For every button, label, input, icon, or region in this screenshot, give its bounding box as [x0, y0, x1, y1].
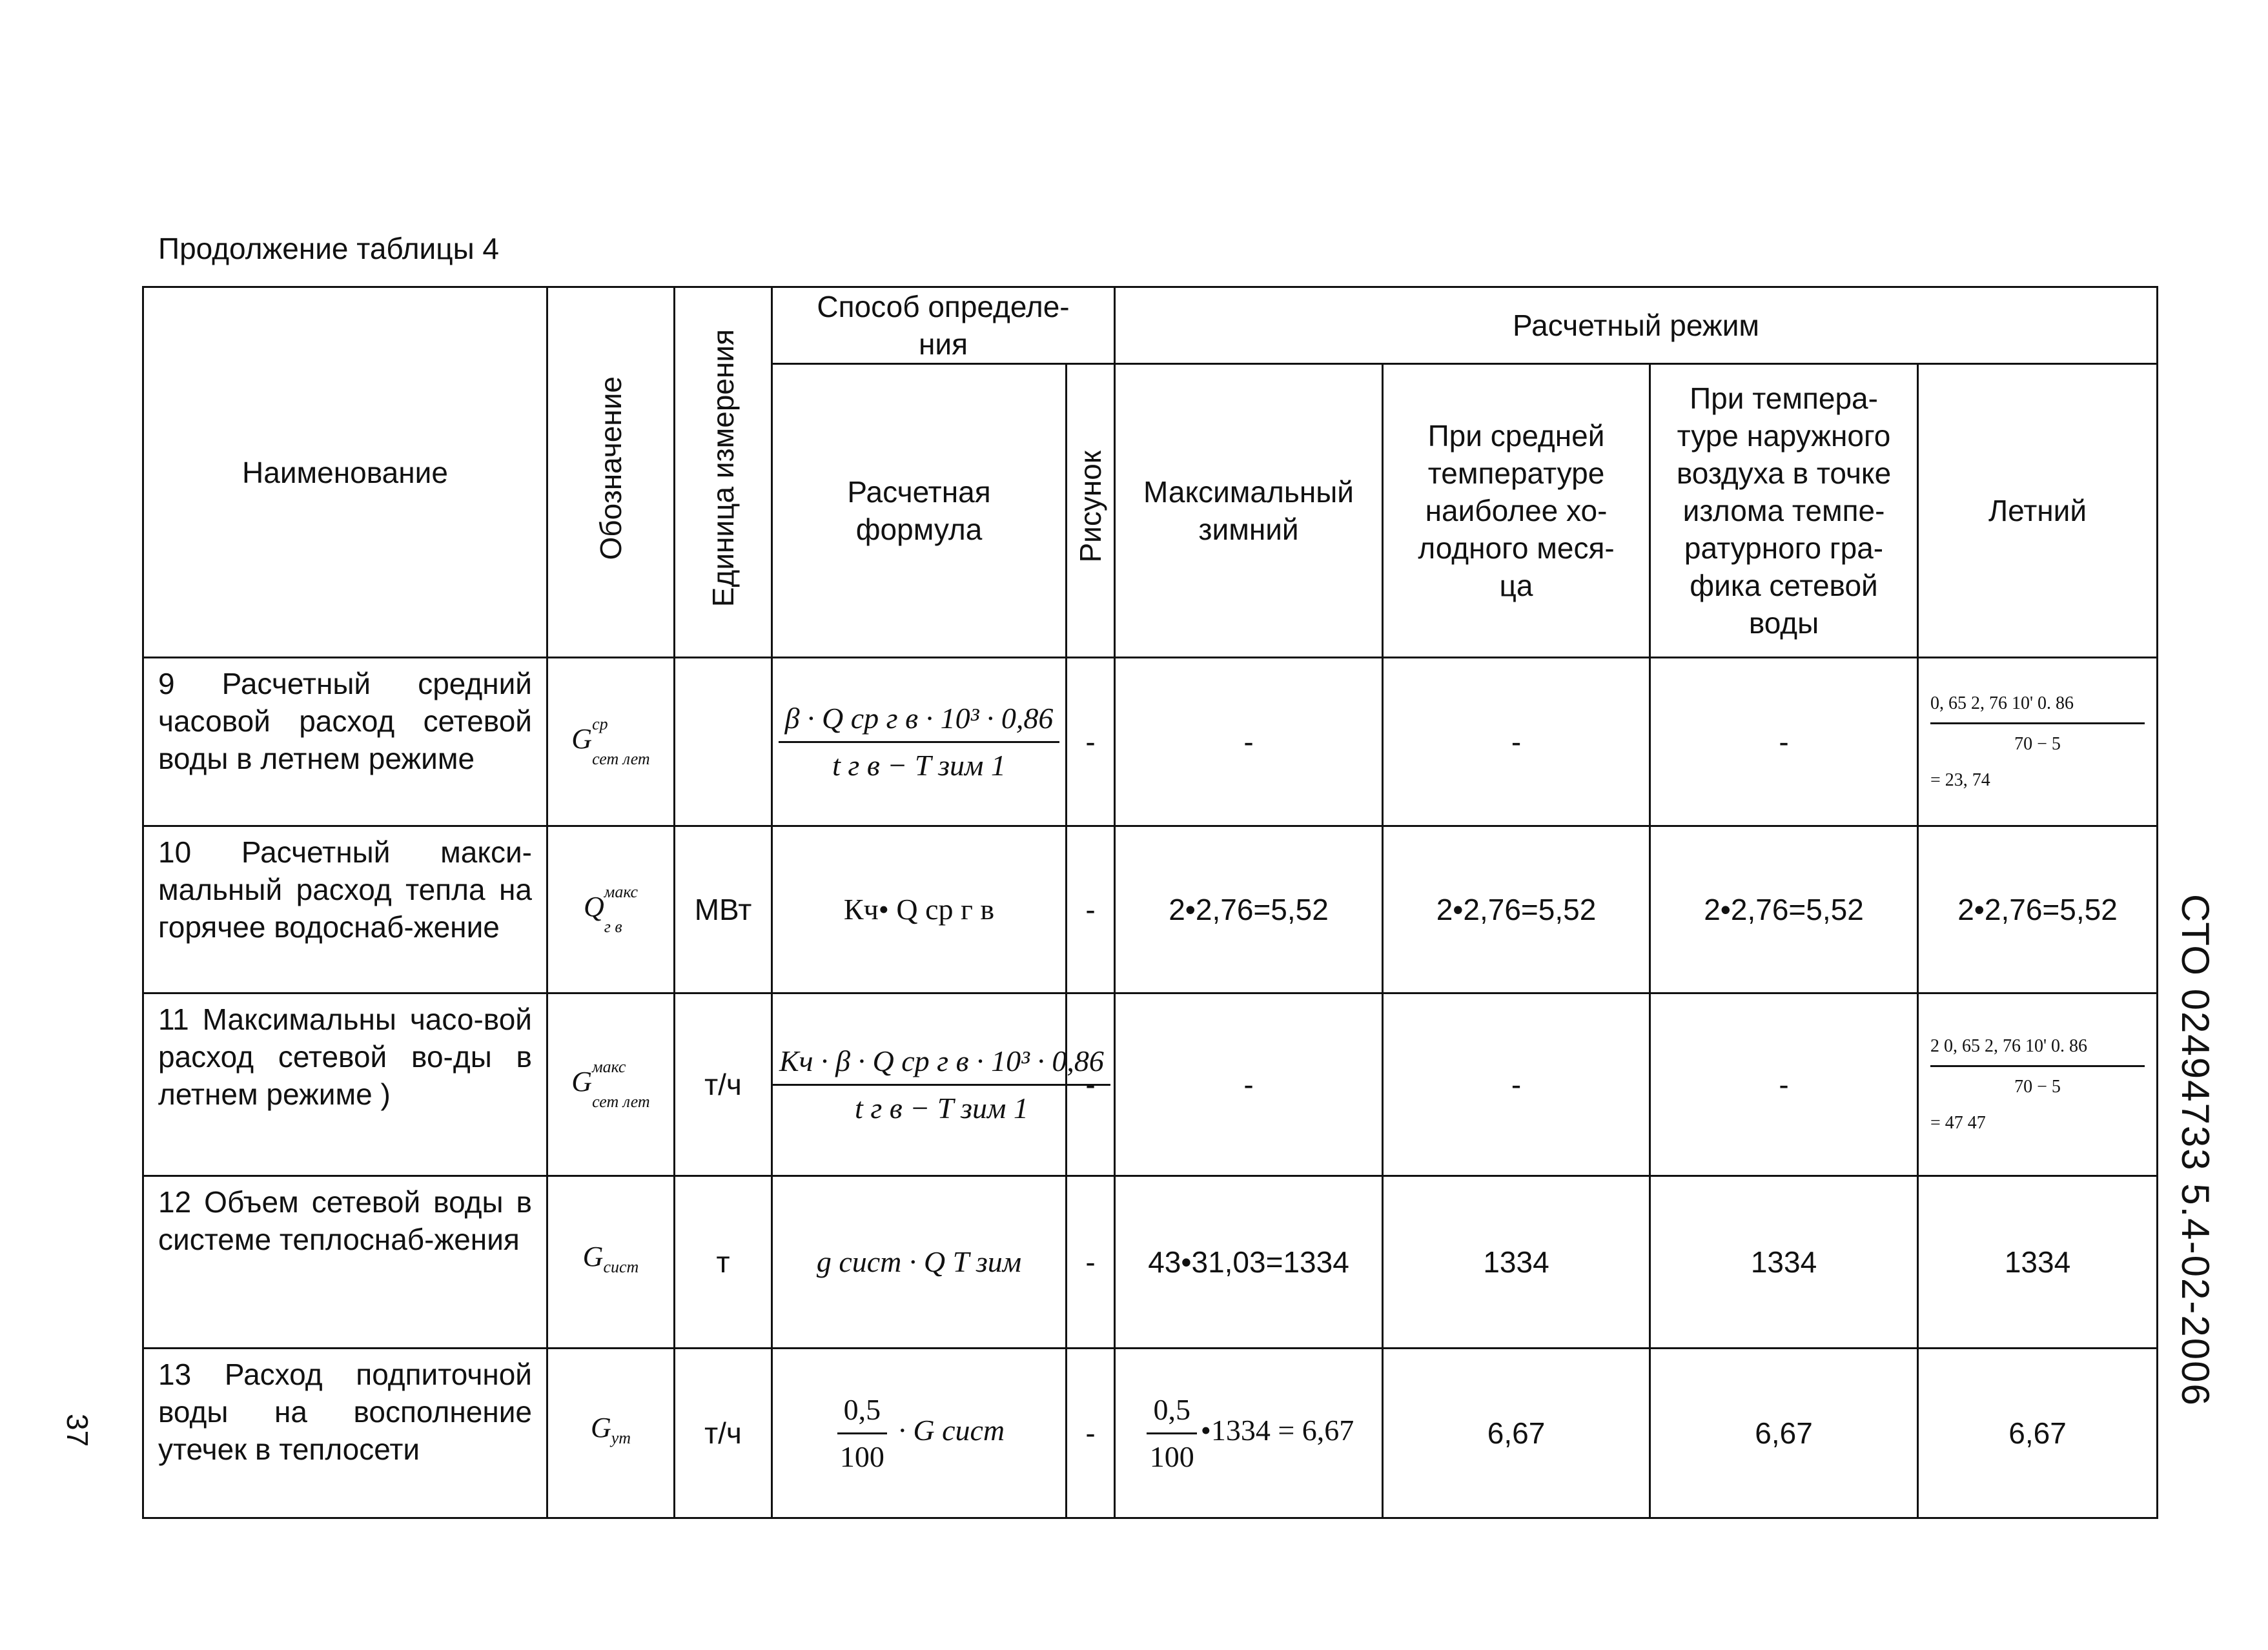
row-figure: -	[1067, 993, 1115, 1176]
row-summer: 2•2,76=5,52	[1918, 826, 2158, 993]
row-symbol: $G_{ут}$	[547, 1349, 675, 1518]
header-name: Наименование	[143, 287, 547, 658]
row-figure: -	[1067, 1176, 1115, 1349]
row-unit: т/ч	[675, 993, 772, 1176]
row-unit: т/ч	[675, 1349, 772, 1518]
row-name: 9 Расчетный средний часовой расход сетевой воды в летнем режиме	[143, 658, 547, 826]
row-break-point: -	[1650, 993, 1918, 1176]
document-code: СТО 02494733 5.4-02-2006	[2174, 894, 2217, 1407]
row-summer: 0, 65 2, 76 10' 0. 86 70 − 5 = 23, 74	[1918, 658, 2158, 826]
row-figure: -	[1067, 826, 1115, 993]
header-unit: Единица измерения	[675, 287, 772, 658]
table-row	[143, 658, 2158, 826]
header-avg-coldest: При средней температуре наиболее хо-лодного меся-ца	[1383, 364, 1650, 658]
row-name: 12 Объем сетевой воды в системе теплоснаб-жения	[143, 1176, 547, 1349]
row-break-point: 1334	[1650, 1176, 1918, 1349]
table-row	[143, 1176, 2158, 1349]
page-number: 37	[61, 1414, 94, 1447]
header-mode-group: Расчетный режим	[1115, 287, 2158, 364]
row-unit: т	[675, 1176, 772, 1349]
row-summer: 2 0, 65 2, 76 10' 0. 86 70 − 5 = 47 47	[1918, 993, 2158, 1176]
row-formula: Кч• Q ср г в	[772, 826, 1067, 993]
table-row	[143, 993, 2158, 1176]
row-name: 10 Расчетный макси-мальный расход тепла на горячее водоснаб-жение	[143, 826, 547, 993]
row-avg-coldest: 2•2,76=5,52	[1383, 826, 1650, 993]
header-designation: Обозначение	[547, 287, 675, 658]
row-max-winter: 43•31,03=1334	[1115, 1176, 1383, 1349]
table-row	[143, 1349, 2158, 1518]
row-max-winter: -	[1115, 658, 1383, 826]
row-unit	[675, 658, 772, 826]
header-formula: Расчетная формула	[772, 364, 1067, 658]
row-max-winter: -	[1115, 993, 1383, 1176]
row-break-point: 6,67	[1650, 1349, 1918, 1518]
row-avg-coldest: 1334	[1383, 1176, 1650, 1349]
header-figure: Рисунок	[1067, 364, 1115, 658]
row-max-winter: $\frac{0,5}{100}$ •1334 = 6,67	[1115, 1349, 1383, 1518]
row-formula: $\frac{\text{β · Q ср г в · 10³ · 0,86}}{\text{t г в − T зим 1}}$	[772, 658, 1067, 826]
row-formula: g сист · Q T зим	[772, 1176, 1067, 1349]
row-avg-coldest: -	[1383, 658, 1650, 826]
row-unit: МВт	[675, 826, 772, 993]
row-name: 11 Максимальны часо-вой расход сетевой во-ды в летнем режиме )	[143, 993, 547, 1176]
row-summer: 1334	[1918, 1176, 2158, 1349]
header-method-group: Способ определе-ния	[772, 287, 1115, 364]
table-caption: Продолжение таблицы 4	[158, 232, 500, 265]
row-figure: -	[1067, 658, 1115, 826]
row-avg-coldest: -	[1383, 993, 1650, 1176]
row-symbol: $Q^{макс}$ $_{г в}$	[547, 826, 675, 993]
row-symbol: $G_{сист}$	[547, 1176, 675, 1349]
row-summer: 6,67	[1918, 1349, 2158, 1518]
table-row	[143, 826, 2158, 993]
row-avg-coldest: 6,67	[1383, 1349, 1650, 1518]
row-formula: $\frac{0,5}{100}$ · G сист	[772, 1349, 1067, 1518]
row-break-point: 2•2,76=5,52	[1650, 826, 1918, 993]
calculation-table	[142, 286, 2158, 1519]
row-figure: -	[1067, 1349, 1115, 1518]
header-max-winter: Максимальный зимний	[1115, 364, 1383, 658]
row-symbol: $G^{ср}$ $_{сет лет}$	[547, 658, 675, 826]
row-symbol: $G^{макс}$ $_{сет лет}$	[547, 993, 675, 1176]
header-summer: Летний	[1918, 364, 2158, 658]
header-row-1	[143, 287, 2158, 364]
row-formula: $\frac{\text{Kч · β · Q ср г в · 10³ · 0,86}}{\text{t г в − T зим 1}}$	[772, 993, 1067, 1176]
row-break-point: -	[1650, 658, 1918, 826]
row-max-winter: 2•2,76=5,52	[1115, 826, 1383, 993]
row-name: 13 Расход подпиточной воды на восполнение утечек в теплосети	[143, 1349, 547, 1518]
header-break-point: При темпера-туре наружного воздуха в точке излома темпе-ратурного гра-фика сетевой воды	[1650, 364, 1918, 658]
